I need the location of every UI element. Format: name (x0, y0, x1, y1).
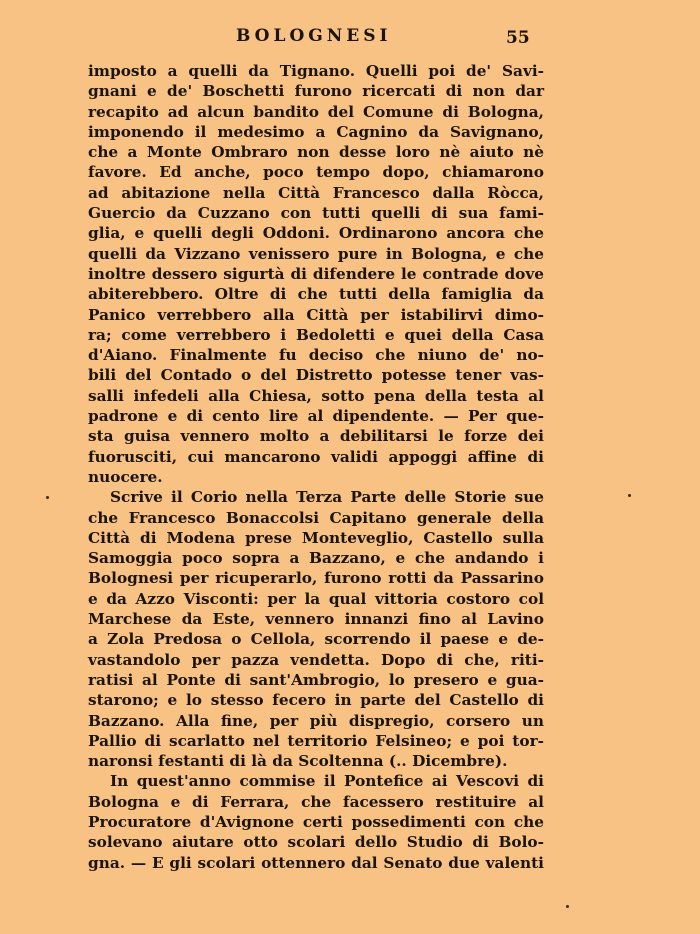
text-line: che a Monte Ombraro non desse loro nè aiuto nè (88, 143, 544, 162)
text-line: vastandolo per pazza vendetta. Dopo di che, riti- (88, 650, 544, 669)
page-header (0, 26, 700, 50)
text-line: padrone e di cento lire al dipendente. — Per que- (88, 407, 544, 426)
text-line: imponendo il medesimo a Cagnino da Savignano, (88, 122, 544, 141)
text-line: che Francesco Bonaccolsi Capitano generale della (88, 508, 544, 527)
text-line: ad abitazione nella Città Francesco dalla Ròcca, (88, 183, 544, 202)
text-line: Città di Modena prese Monteveglio, Castello sulla (88, 528, 544, 547)
text-line: Panico verrebbero alla Città per istabilirvi dimo- (88, 305, 544, 324)
text-line: quelli da Vizzano venissero pure in Bologna, e che (88, 244, 544, 263)
text-line: Scrive il Corio nella Terza Parte delle Storie sue (110, 488, 544, 507)
body-text (88, 61, 544, 873)
paper-speck (46, 496, 49, 499)
text-line: Pallio di scarlatto nel territorio Felsineo; e poi tor- (88, 731, 544, 750)
text-line: fuorusciti, cui mancarono validi appoggi affine di (88, 447, 544, 466)
text-line: Bolognesi per ricuperarlo, furono rotti da Passarino (88, 569, 544, 588)
text-line: imposto a quelli da Tignano. Quelli poi de' Savi- (88, 62, 544, 80)
running-title: BOLOGNESI (236, 26, 392, 46)
text-line: favore. Ed anche, poco tempo dopo, chiamarono (88, 163, 544, 182)
text-line: inoltre dessero sigurtà di difendere le contrade dove (88, 264, 544, 283)
text-line: Marchese da Este, vennero innanzi fino al Lavino (88, 610, 544, 629)
text-line: starono; e lo stesso fecero in parte del Castello di (88, 691, 544, 710)
text-line: Samoggia poco sopra a Bazzano, e che andando i (88, 549, 544, 568)
text-line: bili del Contado o del Distretto potesse tener vas- (88, 366, 544, 385)
paper-speck (628, 494, 631, 497)
text-line: sta guisa vennero molto a debilitarsi le forze dei (88, 427, 544, 446)
text-line: salli infedeli alla Chiesa, sotto pena della testa al (88, 386, 544, 405)
text-line: Procuratore d'Avignone certi possedimenti con che (88, 812, 544, 831)
text-line: In quest'anno commise il Pontefice ai Vescovi di (110, 772, 544, 791)
text-line: nuocere. (88, 467, 163, 486)
page-number: 55 (506, 28, 530, 48)
text-line: ra; come verrebbero i Bedoletti e quei della Casa (88, 325, 544, 344)
text-line: gnani e de' Boschetti furono ricercati di non dar (88, 82, 544, 101)
text-line: solevano aiutare otto scolari dello Studio di Bolo- (88, 833, 544, 852)
text-line: gna. — E gli scolari ottennero dal Senato due valenti (88, 853, 544, 872)
text-line: Bologna e di Ferrara, che facessero restituire al (88, 792, 544, 811)
text-line: d'Aiano. Finalmente fu deciso che niuno de' no- (88, 346, 544, 365)
text-line: Guercio da Cuzzano con tutti quelli di sua fami- (88, 204, 544, 223)
text-line: e da Azzo Visconti: per la qual vittoria costoro col (88, 589, 544, 608)
text-line: recapito ad alcun bandito del Comune di Bologna, (88, 102, 544, 121)
paper-speck (566, 905, 569, 908)
text-line: Bazzano. Alla fine, per più dispregio, corsero un (88, 711, 544, 730)
text-line: a Zola Predosa o Cellola, scorrendo il paese e de- (88, 630, 544, 649)
text-line: naronsi festanti di là da Scoltenna (.. Dicembre). (88, 752, 508, 771)
text-line: ratisi al Ponte di sant'Ambrogio, lo presero e gua- (88, 670, 544, 689)
text-line: glia, e quelli degli Oddoni. Ordinarono ancora che (88, 224, 544, 243)
text-line: abiterebbero. Oltre di che tutti della famiglia da (88, 285, 544, 304)
